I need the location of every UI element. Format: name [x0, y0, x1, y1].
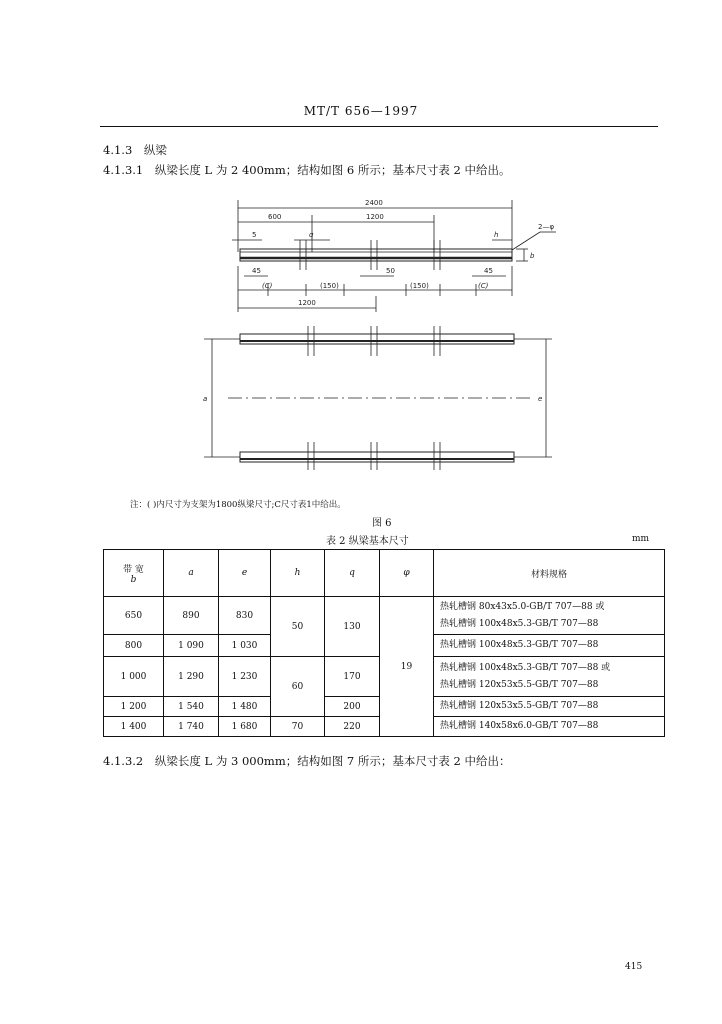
dim-q: q	[309, 231, 314, 239]
cell-a: 1 740	[164, 717, 219, 737]
header-h: h	[271, 550, 325, 597]
cell-material: 热轧槽钢 140x58x6.0-GB/T 707—88	[434, 717, 665, 737]
dim-c-left: (C)	[262, 282, 273, 290]
dim-1200: 1200	[366, 213, 384, 221]
dim-5: 5	[252, 231, 257, 239]
dimension-table	[103, 549, 665, 737]
table-row	[104, 597, 665, 635]
cell-q: 130	[325, 597, 380, 657]
figure-caption: 图 6	[372, 518, 392, 529]
heading-text: 纵梁	[143, 143, 167, 157]
cell-material: 热轧槽钢 120x53x5.5-GB/T 707—88	[434, 697, 665, 717]
dim-h: h	[494, 231, 499, 239]
cell-b: 1 400	[104, 717, 164, 737]
cell-b: 1 200	[104, 697, 164, 717]
cell-b: 650	[104, 597, 164, 635]
header-bandwidth: 带 宽 b	[104, 550, 164, 597]
header-material: 材料规格	[434, 550, 665, 597]
cell-q: 220	[325, 717, 380, 737]
header-a: a	[164, 550, 219, 597]
dim-150-left: (150)	[320, 282, 339, 290]
cell-a: 890	[164, 597, 219, 635]
page-number: 415	[625, 962, 643, 972]
cell-e: 1 230	[219, 657, 271, 697]
paragraph-4132	[103, 753, 510, 769]
dim-b: b	[530, 252, 535, 260]
paragraph-text: 纵梁长度 L 为 3 000mm；结构如图 7 所示；基本尺寸表 2 中给出：	[154, 754, 511, 768]
header-q: q	[325, 550, 380, 597]
cell-e: 830	[219, 597, 271, 635]
dim-600: 600	[268, 213, 282, 221]
header-phi: φ	[380, 550, 434, 597]
dim-hole: 2—φ	[538, 223, 555, 231]
cell-b: 800	[104, 635, 164, 657]
dim-50: 50	[386, 267, 395, 275]
paragraph-text: 纵梁长度 L 为 2 400mm；结构如图 6 所示；基本尺寸表 2 中给出。	[154, 163, 511, 177]
cell-b: 1 000	[104, 657, 164, 697]
cell-q: 170	[325, 657, 380, 697]
dim-150-right: (150)	[410, 282, 429, 290]
standard-header: MT/T 656—1997	[303, 104, 419, 118]
cell-material: 热轧槽钢 100x48x5.3-GB/T 707—88	[434, 635, 665, 657]
cell-q: 200	[325, 697, 380, 717]
table-unit: mm	[632, 534, 650, 544]
cell-a: 1 090	[164, 635, 219, 657]
figure-note: 注：( )内尺寸为支架为1800纵梁尺寸;C尺寸表1中给出。	[130, 500, 346, 510]
table-title: 表 2 纵梁基本尺寸	[326, 536, 409, 547]
cell-a: 1 540	[164, 697, 219, 717]
dim-45-left: 45	[252, 267, 261, 275]
dim-1200-bottom: 1200	[298, 299, 316, 307]
cell-phi: 19	[380, 597, 434, 737]
header-e: e	[219, 550, 271, 597]
cell-e: 1 680	[219, 717, 271, 737]
dim-a: a	[203, 395, 208, 403]
cell-h: 60	[271, 657, 325, 717]
cell-e: 1 480	[219, 697, 271, 717]
dim-45-right: 45	[484, 267, 493, 275]
dim-2400: 2400	[365, 199, 383, 207]
dim-e: e	[538, 395, 543, 403]
paragraph-number: 4.1.3.1	[103, 163, 144, 177]
table-header-row	[104, 550, 665, 597]
heading-number: 4.1.3	[103, 143, 133, 157]
cell-h: 70	[271, 717, 325, 737]
dim-c-right: (C)	[478, 282, 489, 290]
cell-material: 热轧槽钢 100x48x5.3-GB/T 707—88 或 热轧槽钢 120x53x5.5-GB/T 707—88	[434, 657, 665, 697]
cell-e: 1 030	[219, 635, 271, 657]
cell-material: 热轧槽钢 80x43x5.0-GB/T 707—88 或 热轧槽钢 100x48x5.3-GB/T 707—88	[434, 597, 665, 635]
cell-a: 1 290	[164, 657, 219, 697]
cell-h: 50	[271, 597, 325, 657]
paragraph-number: 4.1.3.2	[103, 754, 144, 768]
